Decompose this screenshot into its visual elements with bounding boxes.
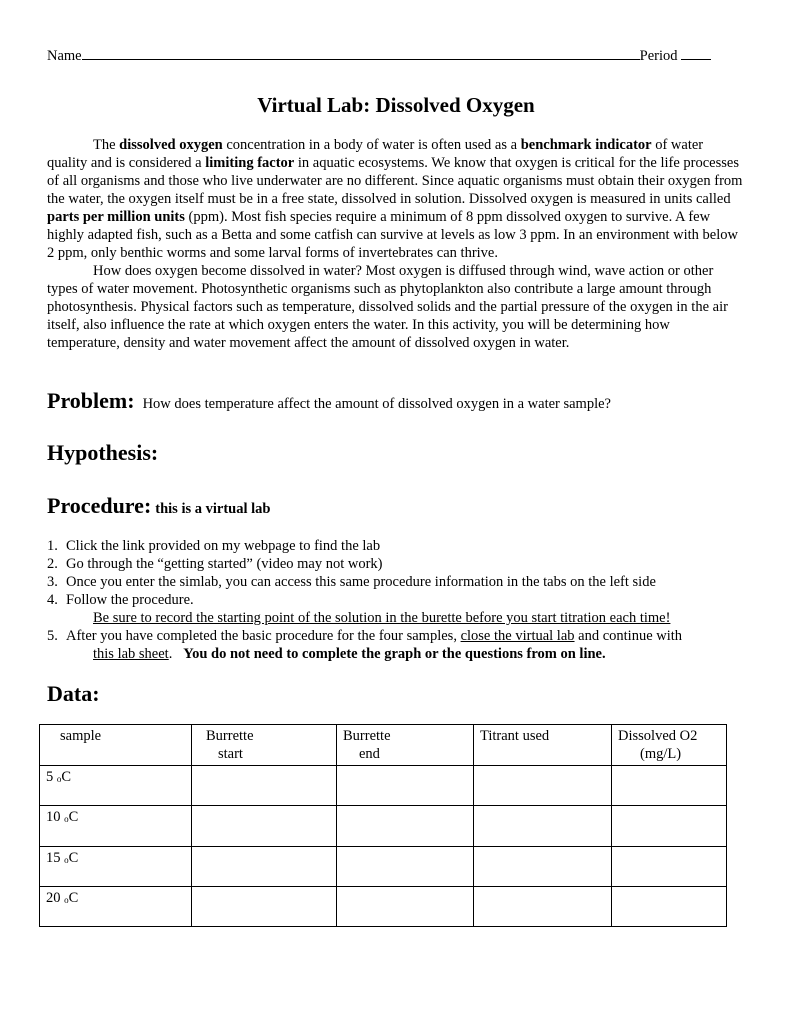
procedure-section <box>47 493 270 519</box>
hypothesis-heading: Hypothesis: <box>47 440 159 465</box>
dissolved-o2-cell[interactable] <box>612 766 727 806</box>
sample-cell <box>40 806 192 846</box>
procedure-step-3 <box>47 573 745 591</box>
table-row <box>40 886 727 926</box>
intro-text-span: of water quality and is considered a <box>47 137 704 171</box>
column-header-dissolved-o2 <box>612 725 727 766</box>
sample-temp-unit: C <box>68 809 79 826</box>
sample-temp-unit: C <box>68 849 79 866</box>
term-dissolved-oxygen: dissolved oxygen <box>119 137 223 153</box>
data-heading: Data: <box>47 681 100 706</box>
problem-section <box>47 388 611 414</box>
table-header-row <box>40 725 727 766</box>
intro-text-span: (ppm). Most fish species require a minimum of 8 ppm dissolved oxygen to survive. A few highly adapted fish, such as a Betta and some catfish can survive at levels as low 3 ppm. In an environment with below 2 ppm, only benthic worms and some larval forms of invertebrates can thrive. <box>47 209 738 261</box>
step-number: 4. <box>47 592 58 608</box>
titrant-used-cell[interactable] <box>474 806 612 846</box>
data-section <box>47 681 100 707</box>
intro-text-span: in aquatic ecosystems. We know that oxygen is critical for the life processes of all organisms and those who live underwater are no different. Since aquatic organisms must obtain their oxygen from the water, the oxygen itself must be in a free state, dissolved in solution. Dissolved oxygen is measured in units called <box>47 155 743 207</box>
column-header-sample <box>40 725 192 766</box>
name-period-line <box>47 46 745 65</box>
degree-symbol: o <box>56 774 62 784</box>
hypothesis-section <box>47 440 158 466</box>
sample-temp-unit: C <box>61 769 72 785</box>
step-text: Follow the procedure. <box>66 592 194 608</box>
column-header-burrette-start <box>192 725 337 766</box>
intro-text-span: concentration in a body of water is often used as a <box>222 137 521 153</box>
step-number: 2. <box>47 556 58 572</box>
dissolved-o2-cell[interactable] <box>612 846 727 886</box>
step-number: 5. <box>47 628 58 644</box>
table-row <box>40 806 727 846</box>
intro-text-span: The <box>93 137 120 153</box>
procedure-step-5 <box>47 627 745 645</box>
column-header-line: sample <box>60 728 102 744</box>
sample-temp-unit: C <box>68 889 79 906</box>
column-header-line: Burrette <box>343 728 391 744</box>
sample-temp-value: 10 <box>46 809 61 826</box>
intro-paragraph-1 <box>47 136 745 262</box>
burrette-end-cell[interactable] <box>337 766 474 806</box>
procedure-note: this is a virtual lab <box>155 501 271 517</box>
sample-cell <box>40 846 192 886</box>
dissolved-o2-cell[interactable] <box>612 886 727 926</box>
page-title: Virtual Lab: Dissolved Oxygen <box>257 93 535 117</box>
step-number: 1. <box>47 538 58 554</box>
step-text: After you have completed the basic procedure for the four samples, <box>66 628 461 644</box>
step-underlined-text: this lab sheet <box>93 646 169 662</box>
degree-symbol: o <box>64 814 69 825</box>
step-bold-text: You do not need to complete the graph or the questions from on line. <box>183 646 606 662</box>
sample-temp-value: 15 <box>46 849 61 866</box>
titrant-used-cell[interactable] <box>474 886 612 926</box>
intro-text <box>47 136 745 352</box>
sample-temp-value: 20 <box>46 889 61 906</box>
column-header-burrette-end <box>337 725 474 766</box>
term-benchmark-indicator: benchmark indicator <box>520 137 652 153</box>
burrette-end-cell[interactable] <box>337 886 474 926</box>
burrette-start-cell[interactable] <box>192 886 337 926</box>
table-row <box>40 766 727 806</box>
step-text: . <box>168 646 184 662</box>
term-limiting-factor: limiting factor <box>205 155 295 171</box>
column-header-line: start <box>218 746 243 762</box>
term-ppm-units: parts per million units <box>47 209 185 225</box>
name-blank[interactable] <box>82 46 640 60</box>
period-blank[interactable] <box>681 46 711 60</box>
titrant-used-cell[interactable] <box>474 766 612 806</box>
burrette-end-cell[interactable] <box>337 846 474 886</box>
dissolved-o2-cell[interactable] <box>612 806 727 846</box>
step-text: Once you enter the simlab, you can access this same procedure information in the tabs on the left side <box>66 574 656 590</box>
procedure-step-1 <box>47 537 745 555</box>
burrette-end-cell[interactable] <box>337 806 474 846</box>
sample-temp-value: 5 <box>46 769 54 785</box>
column-header-line: Dissolved O2 <box>618 728 698 744</box>
burrette-start-cell[interactable] <box>192 846 337 886</box>
column-header-line: Titrant used <box>480 728 550 744</box>
sample-cell <box>40 886 192 926</box>
period-label: Period <box>639 48 678 64</box>
step-text: Click the link provided on my webpage to find the lab <box>66 538 381 554</box>
procedure-step-4 <box>47 591 745 609</box>
step-number: 3. <box>47 574 58 590</box>
degree-symbol: o <box>64 854 69 865</box>
problem-heading: Problem: <box>47 388 135 413</box>
column-header-line: (mg/L) <box>640 746 682 762</box>
procedure-steps <box>47 537 745 663</box>
degree-symbol: o <box>64 894 69 905</box>
intro-paragraph-2: How does oxygen become dissolved in water? Most oxygen is diffused through wind, wave action or other types of water movement. Photosynthetic organisms such as phytoplankton also contribute a large amount through photosynthesis. Physical factors such as temperature, dissolved solids and the partial pressure of the oxygen in the air itself, also influence the rate at which oxygen enters the water. In this activity, you will be determining how temperature, density and water movement affect the amount of dissolved oxygen in water. <box>47 263 728 351</box>
procedure-step-2 <box>47 555 745 573</box>
step-text: Go through the “getting started” (video may not work) <box>66 556 383 572</box>
data-table <box>39 724 727 927</box>
step-underlined-text: close the virtual lab <box>460 628 575 644</box>
burrette-start-cell[interactable] <box>192 766 337 806</box>
burrette-start-cell[interactable] <box>192 806 337 846</box>
table-row <box>40 846 727 886</box>
sample-cell <box>40 766 192 806</box>
name-label: Name <box>47 48 82 64</box>
step-text: and continue with <box>574 628 683 644</box>
procedure-step-5-continued <box>47 645 745 663</box>
procedure-step-4-note: Be sure to record the starting point of the solution in the burette before you start titration each time! <box>93 610 671 626</box>
problem-text: How does temperature affect the amount of dissolved oxygen in a water sample? <box>142 396 611 412</box>
titrant-used-cell[interactable] <box>474 846 612 886</box>
procedure-heading: Procedure: <box>47 493 152 518</box>
column-header-line: Burrette <box>206 728 254 744</box>
column-header-titrant-used <box>474 725 612 766</box>
column-header-line: end <box>359 746 380 762</box>
